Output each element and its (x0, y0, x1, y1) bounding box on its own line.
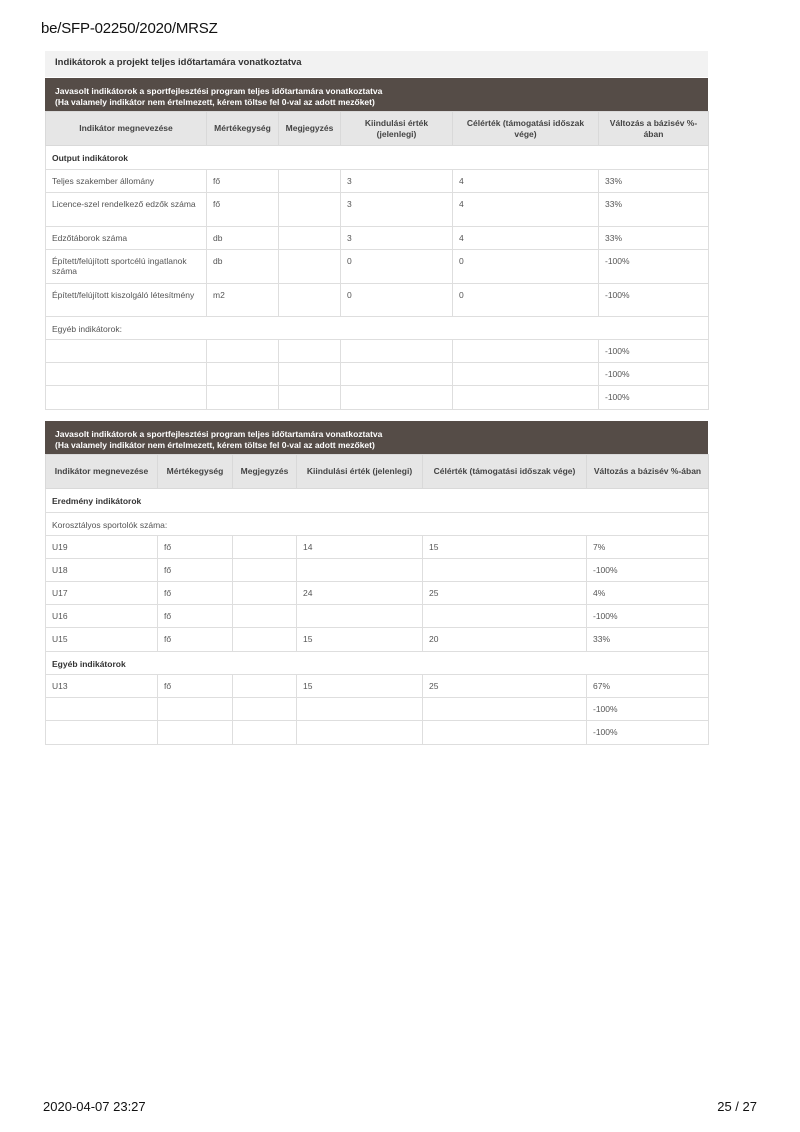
cell-target: 4 (453, 193, 599, 227)
cell-change: -100% (599, 363, 709, 386)
table-row (46, 363, 709, 386)
cell-note (233, 559, 297, 582)
cell-unit: fő (158, 605, 233, 628)
cell-note (279, 170, 341, 193)
cell-note (233, 698, 297, 721)
table-heading-line1: Javasolt indikátorok a sportfejlesztési program teljes időtartamára vonatkoztatva (55, 429, 383, 439)
col-header-base: Kiindulási érték (jelenlegi) (341, 112, 453, 146)
col-header-change: Változás a bázisév %-ában (599, 112, 709, 146)
output-label: Output indikátorok (46, 146, 709, 170)
cell-note (233, 675, 297, 698)
cell-change: 7% (587, 536, 709, 559)
cell-name: Épített/felújított kiszolgáló létesítmény (46, 284, 207, 317)
cell-target: 4 (453, 227, 599, 250)
document-id: be/SFP-02250/2020/MRSZ (41, 20, 218, 37)
cell-target: 25 (423, 582, 587, 605)
table-section-row (46, 146, 709, 170)
cell-target: 4 (453, 170, 599, 193)
col-header-change: Változás a bázisév %-ában (587, 455, 709, 489)
table-header-row (46, 112, 709, 146)
cell-base: 3 (341, 170, 453, 193)
table-row (46, 193, 709, 227)
age-group-label: Korosztályos sportolók száma: (46, 513, 709, 536)
col-header-name: Indikátor megnevezése (46, 112, 207, 146)
cell-base (297, 605, 423, 628)
cell-base: 0 (341, 250, 453, 284)
cell-target (423, 721, 587, 745)
cell-change: -100% (599, 386, 709, 410)
cell-base (297, 559, 423, 582)
table-row (46, 250, 709, 284)
cell-name: U19 (46, 536, 158, 559)
other-indicators-label: Egyéb indikátorok: (46, 317, 709, 340)
col-header-unit: Mértékegység (158, 455, 233, 489)
cell-change: 33% (587, 628, 709, 652)
cell-change: 33% (599, 193, 709, 227)
other-indicators-label: Egyéb indikátorok (46, 652, 709, 675)
cell-base (297, 721, 423, 745)
table-row (46, 721, 709, 745)
cell-unit (158, 698, 233, 721)
cell-name: U13 (46, 675, 158, 698)
cell-name: U16 (46, 605, 158, 628)
table-section-row (46, 317, 709, 340)
table-row (46, 386, 709, 410)
table-row (46, 559, 709, 582)
table-row (46, 340, 709, 363)
cell-unit: db (207, 250, 279, 284)
cell-base: 0 (341, 284, 453, 317)
table-header-row (46, 455, 709, 489)
cell-change: -100% (599, 250, 709, 284)
footer-page-number: 25 / 27 (717, 1099, 757, 1114)
table-row (46, 675, 709, 698)
cell-name (46, 363, 207, 386)
cell-target: 15 (423, 536, 587, 559)
cell-note (279, 340, 341, 363)
section-title: Indikátorok a projekt teljes időtartamára vonatkoztatva (45, 51, 708, 77)
table-row (46, 170, 709, 193)
cell-unit: m2 (207, 284, 279, 317)
result-label: Eredmény indikátorok (46, 489, 709, 513)
cell-target: 0 (453, 250, 599, 284)
cell-unit (207, 386, 279, 410)
cell-change: -100% (587, 559, 709, 582)
cell-target (453, 363, 599, 386)
col-header-unit: Mértékegység (207, 112, 279, 146)
cell-note (233, 582, 297, 605)
table-heading-line1: Javasolt indikátorok a sportfejlesztési program teljes időtartamára vonatkoztatva (55, 86, 383, 96)
cell-target (453, 386, 599, 410)
cell-name: U18 (46, 559, 158, 582)
footer-timestamp: 2020-04-07 23:27 (43, 1099, 146, 1114)
cell-note (233, 628, 297, 652)
cell-base: 15 (297, 675, 423, 698)
cell-note (233, 605, 297, 628)
cell-name (46, 386, 207, 410)
cell-target: 25 (423, 675, 587, 698)
cell-unit: fő (207, 193, 279, 227)
cell-target (423, 605, 587, 628)
table-section-row (46, 513, 709, 536)
cell-note (279, 250, 341, 284)
col-header-target: Célérték (támogatási időszak vége) (423, 455, 587, 489)
cell-unit: db (207, 227, 279, 250)
cell-unit (207, 340, 279, 363)
col-header-note: Megjegyzés (233, 455, 297, 489)
cell-note (233, 536, 297, 559)
cell-note (233, 721, 297, 745)
cell-target (423, 559, 587, 582)
cell-base (341, 363, 453, 386)
table-row (46, 582, 709, 605)
cell-name: U15 (46, 628, 158, 652)
cell-change: 33% (599, 170, 709, 193)
table-heading (45, 78, 708, 111)
cell-name: Edzőtáborok száma (46, 227, 207, 250)
table-heading-line2: (Ha valamely indikátor nem értelmezett, kérem töltse fel 0-val az adott mezőket) (55, 439, 375, 450)
cell-unit: fő (158, 628, 233, 652)
cell-note (279, 193, 341, 227)
cell-base (341, 386, 453, 410)
table-section-row (46, 489, 709, 513)
table-row (46, 536, 709, 559)
table-section-row (46, 652, 709, 675)
cell-base: 14 (297, 536, 423, 559)
cell-name (46, 340, 207, 363)
cell-change: -100% (587, 698, 709, 721)
cell-base: 3 (341, 227, 453, 250)
cell-name (46, 721, 158, 745)
cell-note (279, 227, 341, 250)
table-row (46, 227, 709, 250)
cell-name: Licence-szel rendelkező edzők száma (46, 193, 207, 227)
cell-name: Teljes szakember állomány (46, 170, 207, 193)
table-row (46, 284, 709, 317)
cell-base: 24 (297, 582, 423, 605)
table-row (46, 628, 709, 652)
cell-target: 20 (423, 628, 587, 652)
table-heading (45, 421, 708, 454)
cell-target: 0 (453, 284, 599, 317)
cell-change: 4% (587, 582, 709, 605)
cell-unit: fő (158, 582, 233, 605)
col-header-note: Megjegyzés (279, 112, 341, 146)
col-header-name: Indikátor megnevezése (46, 455, 158, 489)
cell-change: -100% (587, 605, 709, 628)
cell-note (279, 386, 341, 410)
cell-name (46, 698, 158, 721)
cell-change: -100% (599, 284, 709, 317)
cell-note (279, 284, 341, 317)
cell-unit: fő (207, 170, 279, 193)
result-indicators-table (45, 421, 708, 745)
output-indicators-table (45, 78, 708, 410)
cell-note (279, 363, 341, 386)
cell-base (297, 698, 423, 721)
table-heading-line2: (Ha valamely indikátor nem értelmezett, kérem töltse fel 0-val az adott mezőket) (55, 96, 375, 107)
cell-base: 15 (297, 628, 423, 652)
cell-unit (207, 363, 279, 386)
cell-base (341, 340, 453, 363)
cell-change: -100% (587, 721, 709, 745)
cell-unit (158, 721, 233, 745)
cell-name: Épített/felújított sportcélú ingatlanok száma (46, 250, 207, 284)
col-header-base: Kiindulási érték (jelenlegi) (297, 455, 423, 489)
cell-change: 33% (599, 227, 709, 250)
cell-base: 3 (341, 193, 453, 227)
cell-unit: fő (158, 559, 233, 582)
cell-change: 67% (587, 675, 709, 698)
cell-unit: fő (158, 675, 233, 698)
table-row (46, 605, 709, 628)
cell-target (453, 340, 599, 363)
table-row (46, 698, 709, 721)
col-header-target: Célérték (támogatási időszak vége) (453, 112, 599, 146)
cell-change: -100% (599, 340, 709, 363)
cell-target (423, 698, 587, 721)
cell-name: U17 (46, 582, 158, 605)
cell-unit: fő (158, 536, 233, 559)
indicators-section (45, 51, 708, 77)
